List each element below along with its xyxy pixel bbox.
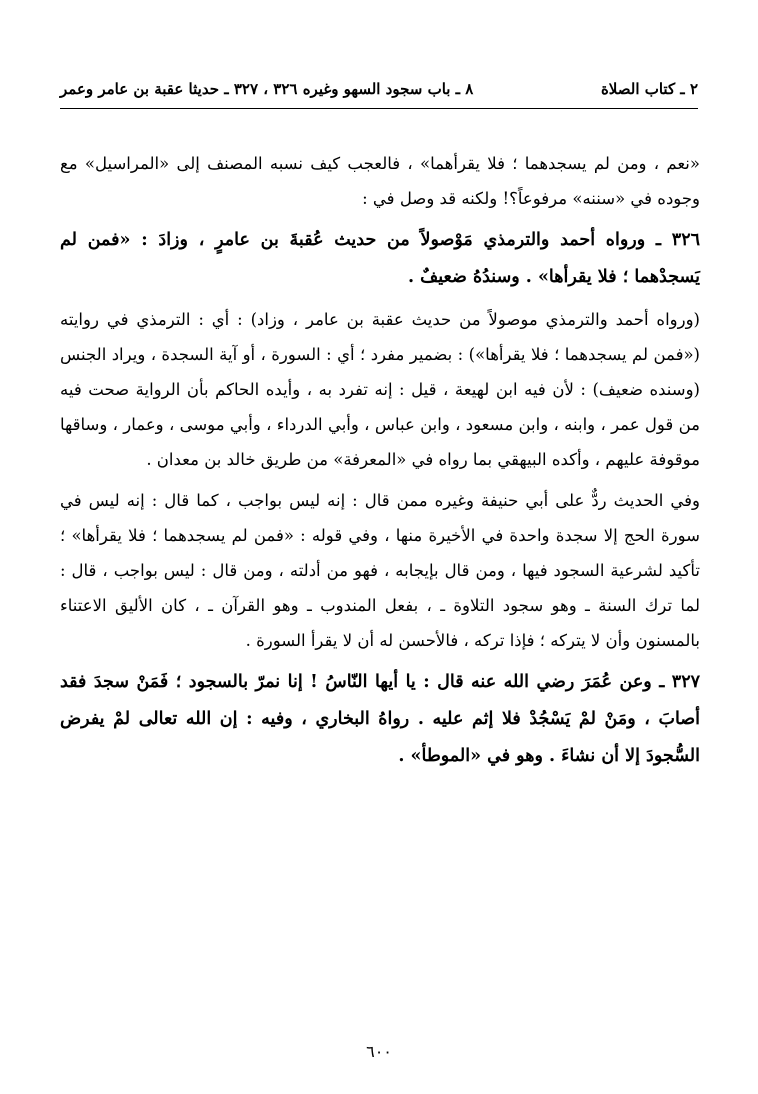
header-book-title: ٢ ـ كتاب الصلاة xyxy=(600,80,698,98)
page-number: ٦٠٠ xyxy=(366,1042,392,1061)
header-chapter-title: ٨ ـ باب سجود السهو وغيره ٣٢٦ ، ٣٢٧ ـ حديثا عقبة بن عامر وعمر xyxy=(60,80,474,98)
commentary-paragraph-1: (ورواه أحمد والترمذي موصولاً من حديث عقبة بن عامر ، وزاد) : أي : الترمذي في روايته («فمن لم يسجدهما ؛ فلا يقرأها») : بضمير مفرد ؛ أي : السورة ، أو آية السجدة ، ويراد الجنس (وسنده ضعيف) : لأن فيه ابن لهيعة ، قيل : إنه تفرد به ، وأيده الحاكم بأن الرواية صحت فيه من قول عمر ، وابنه ، وابن مسعود ، وابن عباس ، وأبي الدرداء ، وأبي موسى ، وعمار ، وساقها موقوفة عليهم ، وأكده البيهقي بما رواه في «المعرفة» من طريق خالد بن معدان . xyxy=(60,310,700,469)
paragraph-continuation: «نعم ، ومن لم يسجدهما ؛ فلا يقرأهما» ، فالعجب كيف نسبه المصنف إلى «المراسيل» مع وجوده في «سننه» مرفوعاً؟! ولكنه قد وصل في : xyxy=(60,154,700,208)
running-header xyxy=(60,74,698,104)
hadith-326: ٣٢٦ ـ ورواه أحمد والترمذي مَوْصولاً من حديث عُقبةَ بن عامرٍ ، وزادَ : «فمن لم يَسجدْهما ؛ فلا يقرأها» . وسندُهُ ضعيفٌ . xyxy=(60,230,700,287)
commentary-paragraph-2: وفي الحديث ردٌّ على أبي حنيفة وغيره ممن قال : إنه ليس بواجب ، كما قال : إنه ليس في سورة الحج إلا سجدة واحدة في الأخيرة منها ، وفي قوله : «فمن لم يسجدهما ؛ فلا يقرأها» ؛ تأكيد لشرعية السجود فيها ، ومن قال بإيجابه ، فهو من أدلته ، ومن قال : ليس بواجب ، قال : لما ترك السنة ـ وهو سجود التلاوة ـ ، بفعل المندوب ـ وهو القرآن ـ ، كان الأليق الاعتناء بالمسنون وأن لا يتركه ؛ فإذا تركه ، فالأحسن له أن لا يقرأ السورة . xyxy=(60,491,700,650)
header-divider xyxy=(60,108,698,109)
main-text xyxy=(60,146,700,775)
hadith-327: ٣٢٧ ـ وعن عُمَرَ رضي الله عنه قال : يا أيها النّاسُ ! إنا نمرّ بالسجود ؛ فَمَنْ سجدَ فقد أصابَ ، ومَنْ لمْ يَسْجُدْ فلا إثم عليه . رواهُ البخاري ، وفيه : إن الله تعالى لمْ يفرض السُّجودَ إلا أن نشاءَ . وهو في «الموطأ» . xyxy=(60,672,700,766)
